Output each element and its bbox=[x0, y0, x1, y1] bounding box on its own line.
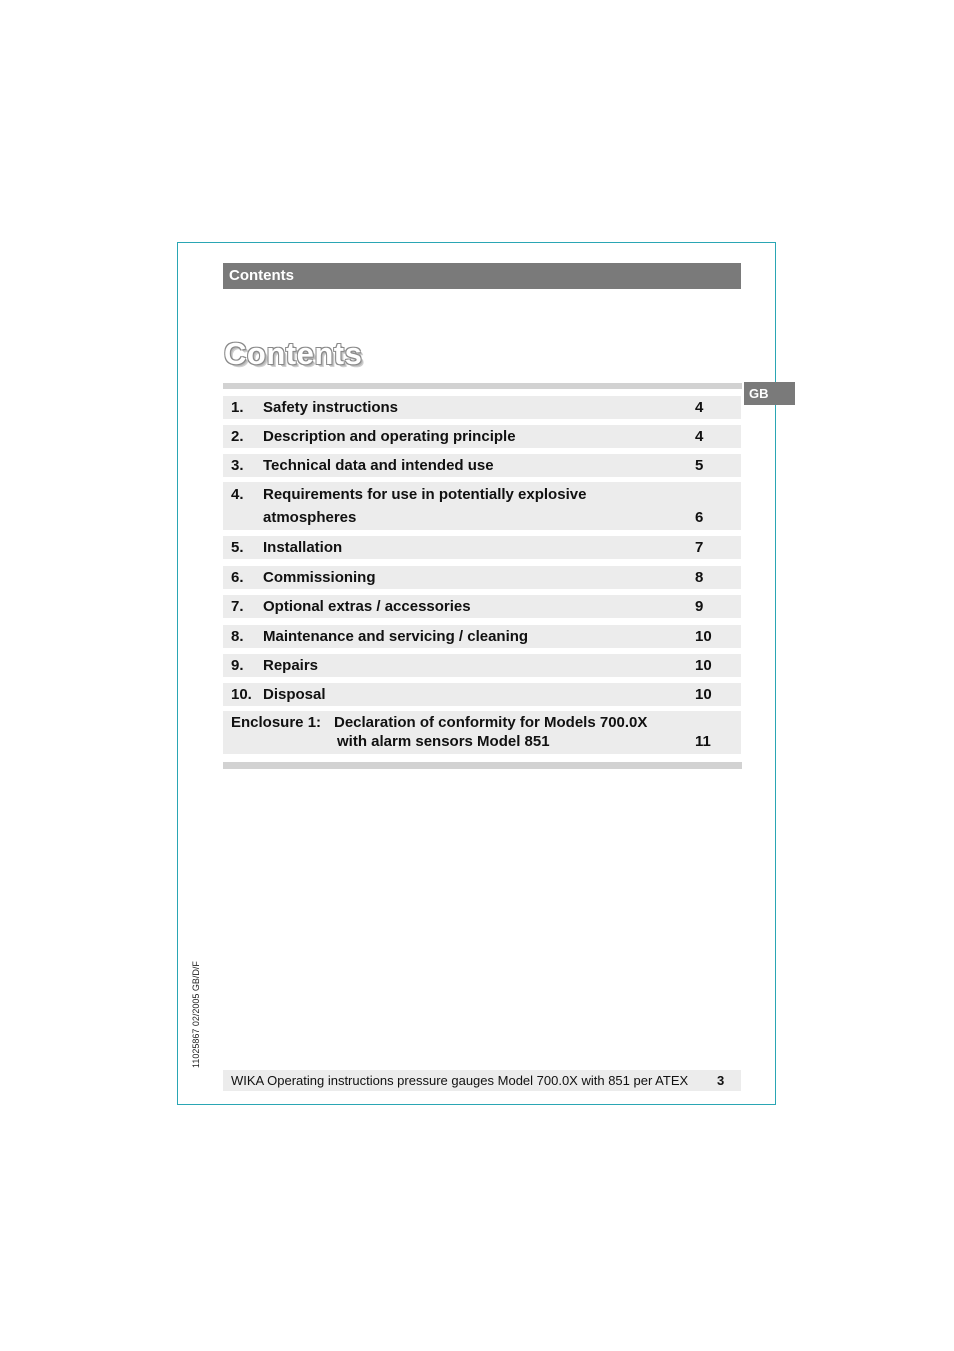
divider-top bbox=[223, 383, 742, 389]
enclosure-title: Declaration of conformity for Models 700.0X bbox=[334, 714, 648, 731]
page-footer bbox=[223, 1070, 741, 1091]
toc-title: Safety instructions bbox=[263, 399, 399, 416]
toc-number: 5. bbox=[231, 539, 244, 556]
toc-page: 6 bbox=[695, 509, 704, 526]
footer-text: WIKA Operating instructions pressure gauges Model 700.0X with 851 per ATEX bbox=[231, 1073, 689, 1088]
toc-row[interactable] bbox=[223, 625, 741, 648]
toc-row[interactable] bbox=[223, 454, 741, 477]
toc-page: 4 bbox=[695, 428, 704, 445]
toc-page: 10 bbox=[695, 628, 712, 645]
toc-title: Requirements for use in potentially explosive bbox=[263, 486, 587, 503]
toc-title: Repairs bbox=[263, 657, 319, 674]
page-number: 3 bbox=[717, 1073, 725, 1088]
toc-number: 8. bbox=[231, 628, 244, 645]
toc-row[interactable] bbox=[223, 654, 741, 677]
toc-page: 7 bbox=[695, 539, 704, 556]
toc-title: Disposal bbox=[263, 686, 326, 703]
toc-page: 10 bbox=[695, 686, 712, 703]
toc-number: 4. bbox=[231, 486, 244, 503]
toc-page: 5 bbox=[695, 457, 704, 474]
toc-number: 3. bbox=[231, 457, 244, 474]
toc-row[interactable] bbox=[223, 595, 741, 618]
toc-page: 9 bbox=[695, 598, 704, 615]
toc-row[interactable] bbox=[223, 396, 741, 419]
language-tab: GB bbox=[744, 382, 795, 405]
toc-title: Optional extras / accessories bbox=[263, 598, 471, 615]
toc-number: 6. bbox=[231, 569, 244, 586]
toc-page: 10 bbox=[695, 657, 712, 674]
toc-number: 10. bbox=[231, 686, 252, 703]
divider-bottom bbox=[223, 762, 742, 769]
section-header: Contents bbox=[223, 263, 741, 289]
toc-title: Description and operating principle bbox=[263, 428, 516, 445]
page-title: Contents bbox=[224, 336, 363, 371]
toc-row[interactable] bbox=[223, 536, 741, 559]
toc-title-continued: atmospheres bbox=[263, 509, 357, 526]
toc-title: Maintenance and servicing / cleaning bbox=[263, 628, 529, 645]
toc-number: 1. bbox=[231, 399, 244, 416]
toc-title: Commissioning bbox=[263, 569, 376, 586]
toc-row[interactable] bbox=[223, 482, 741, 530]
toc-page: 11 bbox=[695, 733, 711, 750]
document-code: 11025867 02/2005 GB/D/F bbox=[191, 961, 201, 1068]
toc-row[interactable] bbox=[223, 566, 741, 589]
toc-page: 8 bbox=[695, 569, 704, 586]
enclosure-label: Enclosure 1: bbox=[231, 714, 322, 731]
toc-title: Technical data and intended use bbox=[263, 457, 494, 474]
toc-number: 2. bbox=[231, 428, 244, 445]
toc-number: 9. bbox=[231, 657, 244, 674]
toc-title: Installation bbox=[263, 539, 343, 556]
toc-row[interactable] bbox=[223, 683, 741, 706]
enclosure-title-continued: with alarm sensors Model 851 bbox=[337, 733, 550, 750]
toc-row[interactable] bbox=[223, 425, 741, 448]
toc-row-enclosure[interactable] bbox=[223, 711, 741, 754]
toc-page: 4 bbox=[695, 399, 704, 416]
toc-number: 7. bbox=[231, 598, 244, 615]
